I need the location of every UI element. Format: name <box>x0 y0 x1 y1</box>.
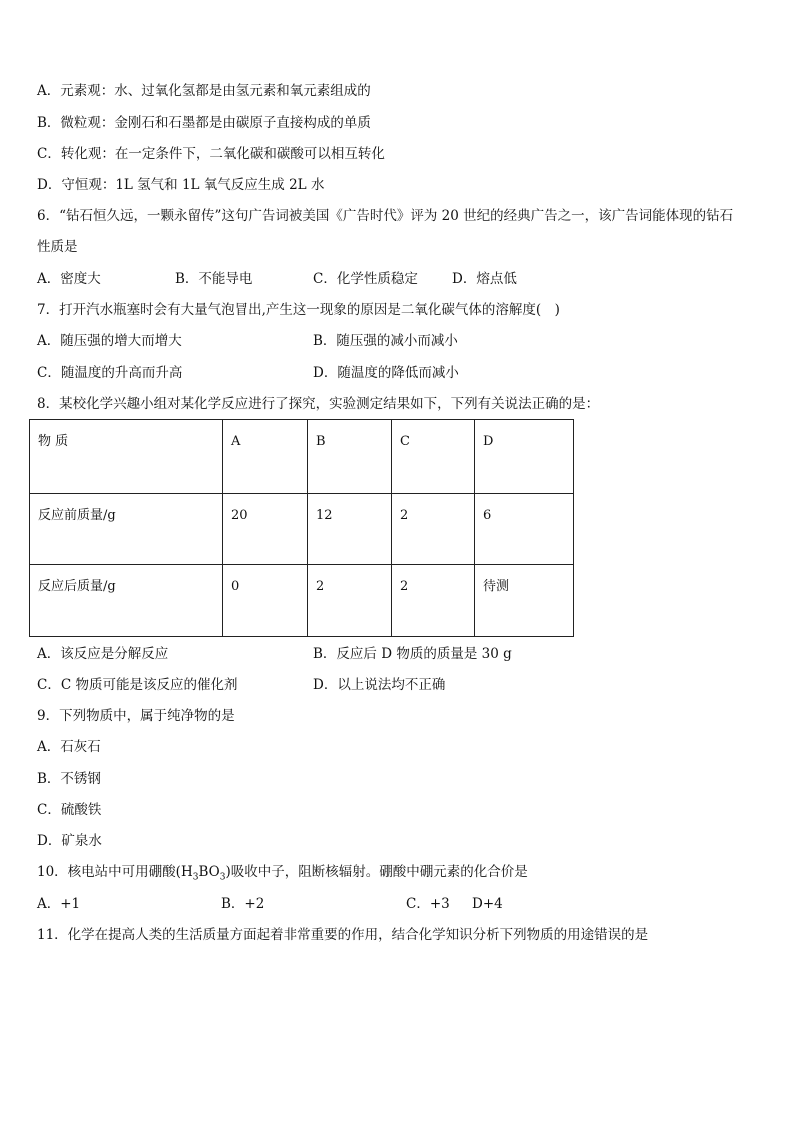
q6-stem-line2: 性质是 <box>37 239 78 255</box>
q10-stem-mid: BO <box>198 864 220 880</box>
q7-option-b: B．随压强的减小而减小 <box>313 333 458 349</box>
q10-stem-prefix: 10．核电站中可用硼酸(H <box>37 864 193 880</box>
q6-stem-line1: 6．“钻石恒久远，一颗永留传”这句广告词被美国《广告时代》评为 20 世纪的经典广告之一，该广告词能体现的钻石 <box>37 208 734 224</box>
table-cell: 物 质 <box>30 420 223 494</box>
q6-option-d: D．熔点低 <box>452 271 517 287</box>
q6-option-b: B．不能导电 <box>175 271 253 287</box>
table-row <box>30 565 574 637</box>
table-cell: 反应前质量/g <box>30 494 223 565</box>
q9-option-c: C．硫酸铁 <box>37 802 102 818</box>
q11-stem: 11．化学在提高人类的生活质量方面起着非常重要的作用，结合化学知识分析下列物质的用途错误的是 <box>37 927 649 943</box>
q6-option-a: A．密度大 <box>37 271 101 287</box>
q9-option-d: D．矿泉水 <box>37 833 102 849</box>
q8-data-table <box>29 419 574 637</box>
q9-option-a: A．石灰石 <box>37 739 101 755</box>
q7-option-c: C．随温度的升高而升高 <box>37 365 183 381</box>
table-row <box>30 494 574 565</box>
q7-stem: 7．打开汽水瓶塞时会有大量气泡冒出,产生这一现象的原因是二氧化碳气体的溶解度( ) <box>37 302 560 318</box>
table-cell: 12 <box>308 494 392 565</box>
q8-option-a: A．该反应是分解反应 <box>37 646 169 662</box>
q5-option-a: A．元素观：水、过氧化氢都是由氢元素和氧元素组成的 <box>37 83 371 99</box>
table-cell: 0 <box>223 565 308 637</box>
table-cell: D <box>475 420 574 494</box>
table-cell: A <box>223 420 308 494</box>
table-cell: 待测 <box>475 565 574 637</box>
q8-stem: 8．某校化学兴趣小组对某化学反应进行了探究，实验测定结果如下，下列有关说法正确的是： <box>37 396 600 412</box>
table-cell: 2 <box>392 494 475 565</box>
q5-option-c: C．转化观：在一定条件下，二氧化碳和碳酸可以相互转化 <box>37 146 385 162</box>
q10-stem <box>37 863 528 887</box>
q10-stem-suffix: )吸收中子，阻断核辐射。硼酸中硼元素的化合价是 <box>225 864 528 880</box>
q8-option-b: B．反应后 D 物质的质量是 30 g <box>313 646 512 662</box>
q5-option-b: B．微粒观：金刚石和石墨都是由碳原子直接构成的单质 <box>37 115 371 131</box>
q10-option-c: C．+3 <box>406 896 450 912</box>
q9-stem: 9．下列物质中，属于纯净物的是 <box>37 708 235 724</box>
table-cell: 20 <box>223 494 308 565</box>
table-cell: B <box>308 420 392 494</box>
q5-option-d: D．守恒观：1L 氢气和 1L 氧气反应生成 2L 水 <box>37 177 325 193</box>
q9-option-b: B．不锈钢 <box>37 771 101 787</box>
q8-option-c: C．C 物质可能是该反应的催化剂 <box>37 677 238 693</box>
q10-subscript-1: 3 <box>192 872 199 883</box>
table-row <box>30 420 574 494</box>
q10-option-a: A．+1 <box>37 896 81 912</box>
table-cell: 2 <box>308 565 392 637</box>
table-cell: 6 <box>475 494 574 565</box>
table-cell: 2 <box>392 565 475 637</box>
q7-option-d: D．随温度的降低而减小 <box>313 365 459 381</box>
q10-option-d: D+4 <box>472 896 503 912</box>
table-cell: C <box>392 420 475 494</box>
q7-option-a: A．随压强的增大而增大 <box>37 333 182 349</box>
q8-option-d: D．以上说法均不正确 <box>313 677 446 693</box>
table-cell: 反应后质量/g <box>30 565 223 637</box>
q10-option-b: B．+2 <box>221 896 265 912</box>
q6-option-c: C．化学性质稳定 <box>313 271 418 287</box>
q10-subscript-2: 3 <box>219 872 226 883</box>
